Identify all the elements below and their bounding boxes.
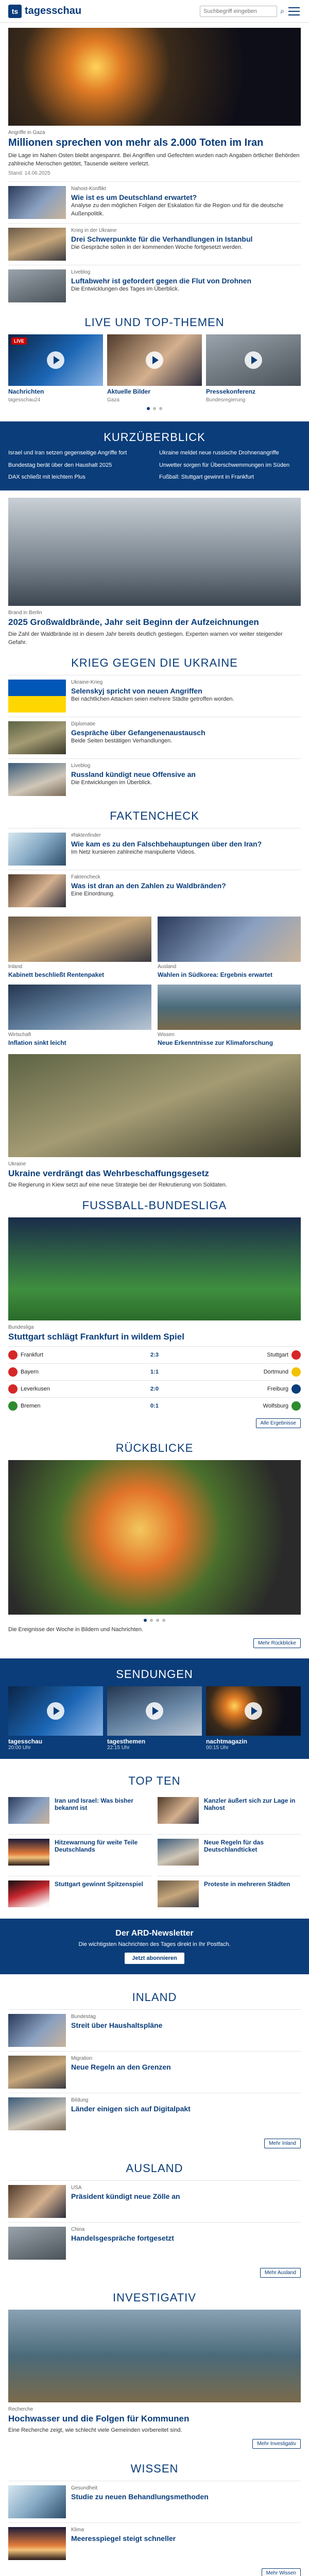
- item-teaser: Die Gespräche sollen in der kommenden Woche fortgesetzt werden.: [71, 244, 243, 250]
- show-title: tagesthemen: [107, 1737, 146, 1745]
- item-teaser: Die Entwicklungen des Tages im Überblick.: [71, 285, 180, 292]
- section-title-ausland: AUSLAND: [126, 2161, 183, 2175]
- home-team: Leverkusen: [21, 1385, 50, 1392]
- match-score: 2:0: [150, 1385, 159, 1392]
- play-icon[interactable]: [47, 351, 64, 369]
- live-section: [0, 307, 309, 414]
- ukraine-section: [0, 647, 309, 800]
- team-crest-icon: [8, 1350, 18, 1360]
- list-item[interactable]: [8, 2481, 301, 2522]
- item-headline: Iran und Israel: Was bisher bekannt ist: [55, 1797, 133, 1811]
- item-topline: Diplomatie: [71, 721, 96, 727]
- newsletter-button[interactable]: Jetzt abonnieren: [125, 1953, 184, 1964]
- live-sub: Bundesregierung: [206, 397, 246, 403]
- list-item[interactable]: [158, 1834, 301, 1870]
- show-card[interactable]: [206, 1686, 301, 1751]
- bundesliga-headline[interactable]: Stuttgart schlägt Frankfurt in wildem Spiel: [8, 1332, 184, 1342]
- feature-section: [0, 498, 309, 647]
- show-title: nachtmagazin: [206, 1737, 248, 1745]
- ausland-section: [0, 2153, 309, 2282]
- thumbnail: [158, 917, 301, 962]
- thumbnail: [8, 2527, 66, 2560]
- thumbnail: [8, 2097, 66, 2130]
- live-thumb: [206, 334, 301, 386]
- thumbnail: [8, 763, 66, 796]
- play-icon[interactable]: [47, 1702, 64, 1720]
- item-headline: Drei Schwerpunkte für die Verhandlungen in Istanbul: [71, 234, 253, 243]
- item-headline: Wie kam es zu den Falschbehauptungen über den Iran?: [71, 839, 262, 848]
- list-item[interactable]: [8, 2009, 301, 2051]
- item-headline: Studie zu neuen Behandlungsmethoden: [71, 2493, 209, 2501]
- hero-topline: Angriffe in Gaza: [8, 130, 45, 135]
- list-item[interactable]: [8, 1834, 151, 1870]
- item-headline: Stuttgart gewinnt Spitzenspiel: [55, 1880, 144, 1888]
- team-crest-icon: [291, 1367, 301, 1377]
- list-item[interactable]: [8, 1793, 151, 1828]
- more-wissen-button[interactable]: Mehr Wissen: [262, 2568, 301, 2576]
- item-headline: Selenskyj spricht von neuen Angriffen: [71, 686, 202, 695]
- section-title-bundesliga: FUSSBALL-BUNDESLIGA: [82, 1199, 227, 1212]
- item-topline: Inland: [8, 963, 23, 970]
- match-row[interactable]: [8, 1363, 301, 1380]
- small-card[interactable]: [158, 985, 301, 1046]
- item-topline: #faktenfinder: [71, 832, 101, 838]
- show-card[interactable]: [107, 1686, 202, 1751]
- logo-mark: ts: [8, 5, 22, 18]
- wissen-section: [0, 2453, 309, 2576]
- show-thumb: [206, 1686, 301, 1736]
- play-icon[interactable]: [245, 1702, 262, 1720]
- section-title-live: LIVE UND TOP-THEMEN: [84, 315, 225, 329]
- item-topline: Ukraine-Krieg: [71, 679, 103, 685]
- drone-teaser: Die Regierung in Kiew setzt auf eine neue Strategie bei der Rekrutierung von Soldaten.: [8, 1182, 227, 1189]
- search-area: [200, 6, 301, 17]
- list-item[interactable]: [8, 675, 301, 717]
- rueckblick-image[interactable]: [8, 1460, 301, 1615]
- item-topline: Gesundheit: [71, 2485, 98, 2492]
- item-topline: Nahost-Konflikt: [71, 185, 106, 192]
- team-crest-icon: [8, 1367, 18, 1377]
- play-icon[interactable]: [146, 1702, 163, 1720]
- item-topline: Migration: [71, 2055, 93, 2061]
- item-headline: Meeresspiegel steigt schneller: [71, 2534, 176, 2543]
- home-team: Bremen: [21, 1402, 41, 1409]
- list-item[interactable]: [8, 2051, 301, 2093]
- more-results-button[interactable]: Alle Ergebnisse: [256, 1418, 301, 1428]
- thumbnail: [8, 721, 66, 754]
- list-item[interactable]: [8, 2522, 301, 2564]
- away-team: Stuttgart: [267, 1351, 288, 1358]
- thumbnail: [158, 1797, 199, 1824]
- item-headline: Streit über Haushaltspläne: [71, 2021, 163, 2029]
- team-crest-icon: [8, 1401, 18, 1411]
- item-teaser: Die Entwicklungen im Überblick.: [71, 779, 152, 786]
- item-headline: Neue Regeln für das Deutschlandticket: [204, 1838, 264, 1853]
- thumbnail: [8, 2485, 66, 2518]
- menu-icon[interactable]: [287, 6, 301, 17]
- site-header: [0, 0, 309, 23]
- more-inland-button[interactable]: Mehr Inland: [264, 2139, 301, 2148]
- small-card[interactable]: [8, 985, 151, 1046]
- thumbnail: [8, 833, 66, 866]
- match-score: 0:1: [150, 1402, 159, 1409]
- section-title-inland: INLAND: [132, 1990, 177, 2004]
- thumbnail: [8, 269, 66, 302]
- drone-image[interactable]: [8, 1054, 301, 1157]
- item-teaser: Im Netz kursieren zahlreiche manipulierte Videos.: [71, 849, 196, 855]
- item-headline: Wie ist es um Deutschland erwartet?: [71, 193, 197, 201]
- item-teaser: Eine Einordnung.: [71, 890, 115, 897]
- section-title-kurz: KURZÜBERBLICK: [104, 431, 205, 444]
- list-item[interactable]: [8, 2222, 301, 2264]
- hero-image[interactable]: [8, 28, 301, 126]
- kurz-item[interactable]: DAX schließt mit leichtem Plus: [8, 474, 85, 481]
- thumbnail: [158, 1839, 199, 1866]
- more-ausland-button[interactable]: Mehr Ausland: [260, 2268, 301, 2278]
- thumbnail: [8, 680, 66, 713]
- logo-name: tagesschau: [25, 5, 82, 16]
- item-headline: Kabinett beschließt Rentenpaket: [8, 971, 105, 978]
- item-topline: Faktencheck: [71, 874, 100, 880]
- factcheck-section: [0, 800, 309, 1047]
- drone-headline[interactable]: Ukraine verdrängt das Wehrbeschaffungsgesetz: [8, 1168, 209, 1178]
- match-row[interactable]: [8, 1397, 301, 1414]
- sendungen-section: [0, 1658, 309, 1759]
- team-crest-icon: [291, 1384, 301, 1394]
- live-card[interactable]: [206, 334, 301, 403]
- item-headline: Wahlen in Südkorea: Ergebnis erwartet: [158, 971, 272, 978]
- item-topline: Liveblog: [71, 269, 91, 275]
- item-teaser: Analyse zu den möglichen Folgen der Eskalation für die Region und für die deutsche Außenpolitik.: [71, 202, 284, 217]
- hero-meta: Stand: 14.06.2025: [8, 170, 50, 176]
- home-team: Bayern: [21, 1368, 39, 1375]
- list-item[interactable]: [158, 1876, 301, 1911]
- investigativ-headline[interactable]: Hochwasser und die Folgen für Kommunen: [8, 2413, 190, 2424]
- list-item[interactable]: [8, 870, 301, 911]
- newsletter-text: Die wichtigsten Nachrichten des Tages direkt in Ihr Postfach.: [78, 1941, 231, 1947]
- item-topline: Klima: [71, 2527, 84, 2533]
- small-card[interactable]: [8, 917, 151, 978]
- section-title-wissen: WISSEN: [130, 2462, 179, 2476]
- item-topline: China: [71, 2226, 85, 2232]
- small-card[interactable]: [158, 917, 301, 978]
- thumbnail: [158, 1880, 199, 1907]
- team-crest-icon: [8, 1384, 18, 1394]
- item-headline: Inflation sinkt leicht: [8, 1039, 66, 1047]
- list-item[interactable]: [8, 223, 301, 265]
- item-headline: Handelsgespräche fortgesetzt: [71, 2233, 174, 2242]
- carousel-dots[interactable]: [8, 1615, 301, 1626]
- live-thumb: [8, 334, 103, 386]
- item-headline: Was ist dran an den Zahlen zu Waldbränden?: [71, 881, 226, 890]
- live-title: Pressekonferenz: [206, 387, 256, 395]
- match-list: [8, 1346, 301, 1414]
- show-title: tagesschau: [8, 1737, 43, 1745]
- thumbnail: [8, 228, 66, 261]
- hero-headline[interactable]: Millionen sprechen von mehr als 2.000 Toten im Iran: [8, 137, 264, 148]
- drone-section: [0, 1054, 309, 1190]
- site-logo[interactable]: [8, 5, 81, 18]
- item-headline: Russland kündigt neue Offensive an: [71, 770, 196, 778]
- list-item[interactable]: [8, 717, 301, 758]
- item-headline: Hitzewarnung für weite Teile Deutschlands: [55, 1838, 138, 1853]
- live-sub: Gaza: [107, 397, 119, 403]
- show-time: 20:00 Uhr: [8, 1744, 31, 1751]
- live-title: Nachrichten: [8, 387, 44, 395]
- show-card[interactable]: [8, 1686, 103, 1751]
- item-teaser: Bei nächtlichen Attacken seien mehrere Städte getroffen worden.: [71, 696, 234, 702]
- newsletter-section: [0, 1919, 309, 1974]
- search-icon[interactable]: ⌕: [280, 7, 284, 15]
- live-sub: tagesschau24: [8, 397, 41, 403]
- feature-image[interactable]: [8, 498, 301, 606]
- thumbnail: [8, 186, 66, 219]
- carousel-dots[interactable]: [8, 403, 301, 414]
- thumbnail: [8, 1880, 49, 1907]
- list-item[interactable]: [8, 758, 301, 800]
- list-item[interactable]: [8, 265, 301, 307]
- hero-teaser: Die Lage im Nahen Osten bleibt angespannt. Bei Angriffen und Gefechten wurden nach Angaben örtlicher Behörden zahlreiche Menschen getötet, Tausende weitere verletzt.: [8, 152, 300, 167]
- bundesliga-image[interactable]: [8, 1217, 301, 1320]
- search-input[interactable]: [200, 6, 277, 17]
- hero-section: [0, 23, 309, 307]
- feature-headline[interactable]: 2025 Großwaldbrände, Jahr seit Beginn der Aufzeichnungen: [8, 617, 259, 628]
- thumbnail: [8, 985, 151, 1030]
- item-topline: Ausland: [158, 963, 177, 970]
- play-icon[interactable]: [146, 351, 163, 369]
- team-crest-icon: [291, 1401, 301, 1411]
- team-crest-icon: [291, 1350, 301, 1360]
- item-topline: Bildung: [71, 2097, 89, 2103]
- thumbnail: [8, 1839, 49, 1866]
- item-topline: Wirtschaft: [8, 1032, 31, 1038]
- item-headline: Kanzler äußert sich zur Lage in Nahost: [204, 1797, 296, 1811]
- item-headline: Proteste in mehreren Städten: [204, 1880, 290, 1888]
- list-item[interactable]: [158, 1793, 301, 1828]
- item-headline: Neue Erkenntnisse zur Klimaforschung: [158, 1039, 273, 1047]
- kurz-item[interactable]: Bundestag berät über den Haushalt 2025: [8, 462, 112, 468]
- inland-section: [0, 1981, 309, 2153]
- show-thumb: [107, 1686, 202, 1736]
- item-headline: Neue Regeln an den Grenzen: [71, 2062, 171, 2071]
- section-title-factcheck: FAKTENCHECK: [110, 809, 199, 822]
- list-item[interactable]: [8, 1876, 151, 1911]
- play-icon[interactable]: [245, 351, 262, 369]
- thumbnail: [8, 2014, 66, 2047]
- section-title-topten: TOP TEN: [128, 1774, 181, 1787]
- thumbnail: [8, 917, 151, 962]
- section-title-rueckblick: RÜCKBLICKE: [115, 1441, 194, 1454]
- item-topline: Krieg in der Ukraine: [71, 227, 117, 233]
- more-rueckblicke-button[interactable]: Mehr Rückblicke: [253, 1638, 301, 1648]
- thumbnail: [8, 1797, 49, 1824]
- more-investigativ-button[interactable]: Mehr Investigativ: [252, 2439, 301, 2449]
- match-score: 1:1: [150, 1368, 159, 1375]
- item-headline: Länder einigen sich auf Digitalpakt: [71, 2104, 191, 2113]
- item-topline: Wissen: [158, 1032, 175, 1038]
- feature-topline: Brand in Berlin: [8, 610, 42, 616]
- item-topline: Liveblog: [71, 762, 91, 769]
- list-item[interactable]: [8, 2180, 301, 2222]
- item-headline: Präsident kündigt neue Zölle an: [71, 2192, 180, 2200]
- kurz-item[interactable]: Fußball: Stuttgart gewinnt in Frankfurt: [159, 474, 254, 481]
- kurz-item[interactable]: Ukraine meldet neue russische Drohnenangriffe: [159, 450, 279, 456]
- investigativ-topline: Recherche: [8, 2406, 33, 2412]
- thumbnail: [8, 2056, 66, 2089]
- investigativ-section: [0, 2282, 309, 2453]
- live-title: Aktuelle Bilder: [107, 387, 151, 395]
- investigativ-image[interactable]: [8, 2310, 301, 2402]
- section-title-sendungen: SENDUNGEN: [116, 1667, 193, 1681]
- live-badge: LIVE: [11, 337, 27, 345]
- feature-teaser: Die Zahl der Waldbrände ist in diesem Jahr bereits deutlich gestiegen. Experten warnen vor weiter steigender Gefahr.: [8, 631, 283, 646]
- away-team: Freiburg: [267, 1385, 288, 1392]
- thumbnail: [8, 2227, 66, 2260]
- item-headline: Luftabwehr ist gefordert gegen die Flut von Drohnen: [71, 276, 252, 285]
- item-topline: USA: [71, 2184, 82, 2191]
- rueckblick-teaser: Die Ereignisse der Woche in Bildern und Nachrichten.: [8, 1626, 144, 1633]
- live-card[interactable]: [8, 334, 103, 403]
- item-teaser: Beide Seiten bestätigen Verhandlungen.: [71, 737, 173, 744]
- list-item[interactable]: [8, 2093, 301, 2134]
- show-time: 22:15 Uhr: [107, 1744, 130, 1751]
- home-team: Frankfurt: [21, 1351, 44, 1358]
- item-headline: Gespräche über Gefangenenaustausch: [71, 728, 205, 737]
- bundesliga-section: [0, 1190, 309, 1432]
- topten-section: [0, 1765, 309, 1911]
- drone-topline: Ukraine: [8, 1161, 26, 1167]
- rueckblick-section: [0, 1432, 309, 1652]
- bundesliga-topline: Bundesliga: [8, 1325, 34, 1331]
- live-card[interactable]: [107, 334, 202, 403]
- live-thumb: [107, 334, 202, 386]
- match-row[interactable]: [8, 1346, 301, 1363]
- match-score: 2:3: [150, 1351, 159, 1358]
- investigativ-teaser: Eine Recherche zeigt, wie schlecht viele Gemeinden vorbereitet sind.: [8, 2427, 182, 2434]
- kurz-item[interactable]: Israel und Iran setzen gegenseitige Angriffe fort: [8, 450, 127, 456]
- kurz-item[interactable]: Unwetter sorgen für Überschwemmungen im Süden: [159, 462, 290, 468]
- newsletter-title: Der ARD-Newsletter: [115, 1928, 194, 1938]
- show-thumb: [8, 1686, 103, 1736]
- away-team: Wolfsburg: [263, 1402, 288, 1409]
- section-title-ukraine: KRIEG GEGEN DIE UKRAINE: [71, 656, 238, 669]
- item-topline: Bundestag: [71, 2013, 96, 2020]
- thumbnail: [158, 985, 301, 1030]
- kurzueberblick-section: [0, 421, 309, 490]
- thumbnail: [8, 874, 66, 907]
- section-title-investigativ: INVESTIGATIV: [113, 2291, 196, 2304]
- list-item[interactable]: [8, 828, 301, 870]
- match-row[interactable]: [8, 1380, 301, 1397]
- show-time: 00:15 Uhr: [206, 1744, 229, 1751]
- list-item[interactable]: [8, 181, 301, 223]
- away-team: Dortmund: [263, 1368, 288, 1375]
- thumbnail: [8, 2185, 66, 2218]
